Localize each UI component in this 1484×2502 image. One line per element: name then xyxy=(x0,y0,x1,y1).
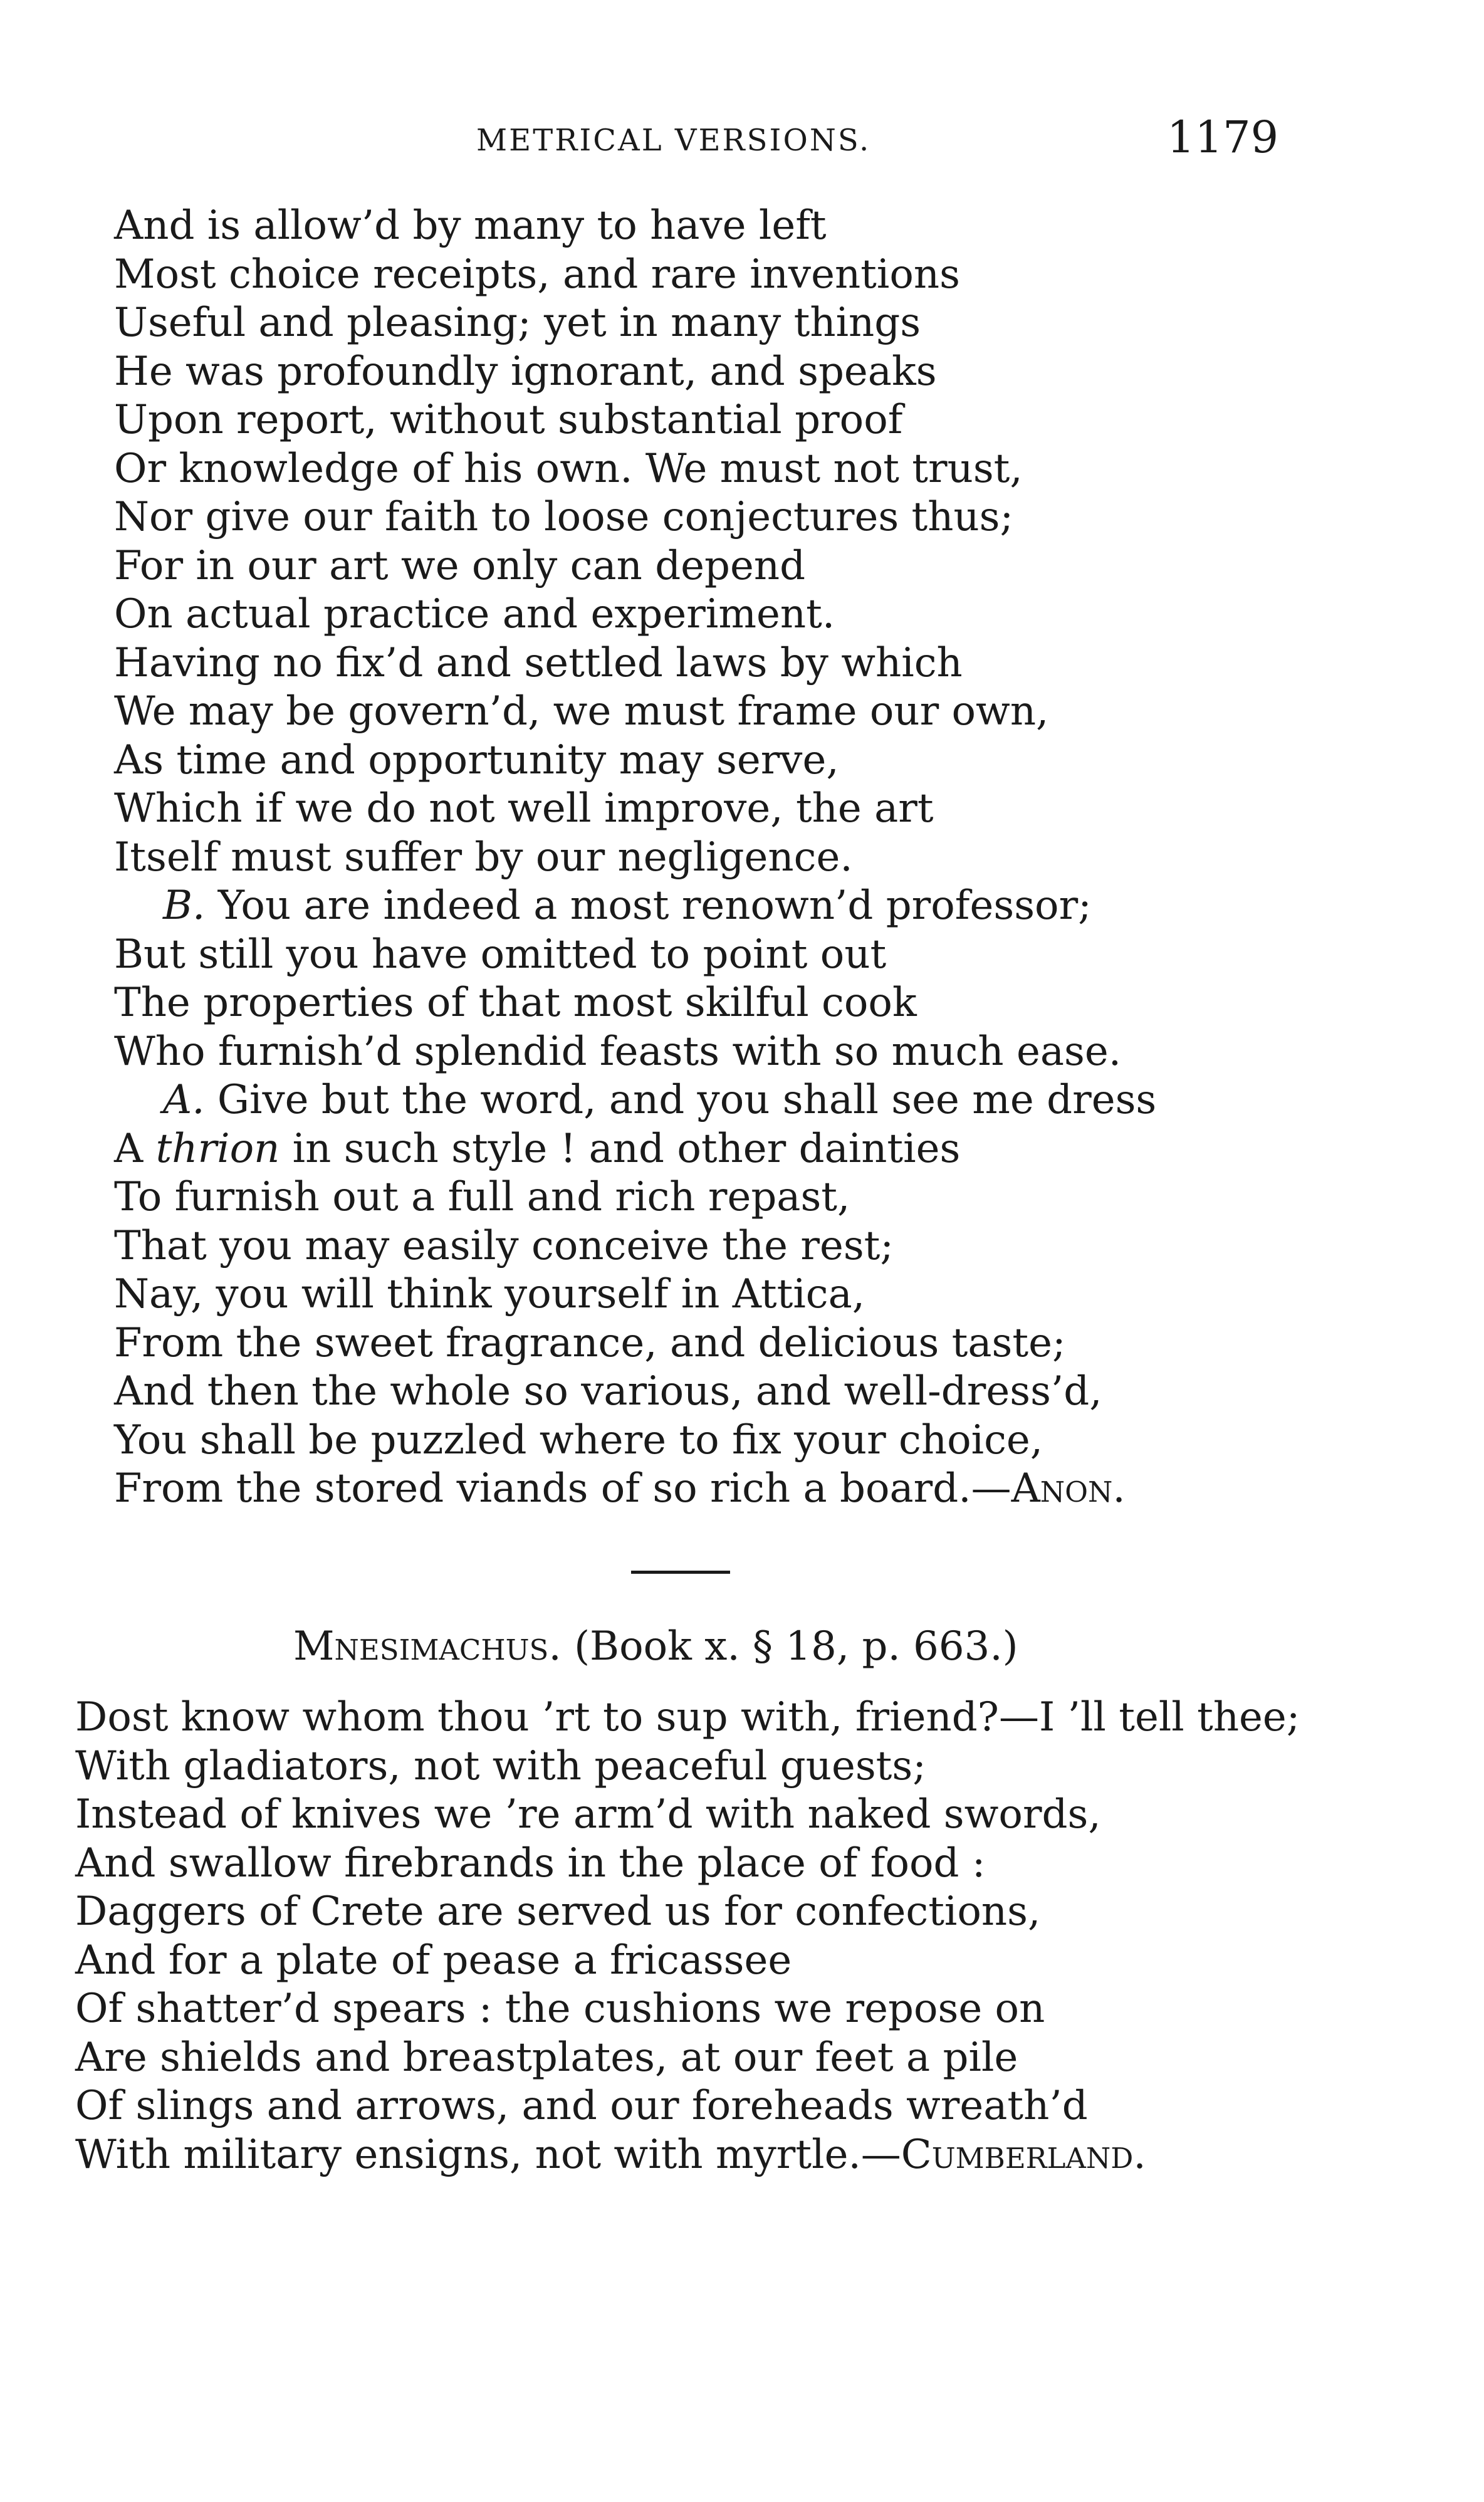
verse-line: For in our art we only can depend xyxy=(114,542,806,589)
verse-line: Of shatter’d spears : the cushions we repose on xyxy=(75,1986,1045,2032)
speaker-a-text: Give but the word, and you shall see me dress xyxy=(204,1077,1157,1123)
verse-line: Are shields and breastplates, at our feet a pile xyxy=(75,2034,1018,2081)
poem-mnesimachus xyxy=(75,1693,1300,2179)
verse-line: And is allow’d by many to have left xyxy=(114,202,827,249)
verse-line: Nay, you will think yourself in Attica, xyxy=(114,1271,865,1317)
speaker-label-b: B. xyxy=(163,882,206,929)
verse-line: The properties of that most skilful cook xyxy=(114,980,917,1026)
verse-line: On actual practice and experiment. xyxy=(114,591,835,637)
thrion-suffix: in such style ! and other dainties xyxy=(280,1125,961,1172)
verse-line: That you may easily conceive the rest; xyxy=(114,1222,894,1269)
verse-line: Of slings and arrows, and our foreheads wreath’d xyxy=(75,2083,1088,2129)
page-number: 1179 xyxy=(1167,112,1279,163)
verse-line: But still you have omitted to point out xyxy=(114,931,887,978)
verse-line: He was profoundly ignorant, and speaks xyxy=(114,348,937,395)
verse-line-final xyxy=(75,2131,1300,2180)
verse-line: Or knowledge of his own. We must not trust, xyxy=(114,445,1023,492)
verse-line: You shall be puzzled where to fix your choice, xyxy=(114,1416,1043,1463)
section-divider xyxy=(631,1571,730,1574)
verse-line: With gladiators, not with peaceful guests; xyxy=(75,1742,926,1789)
section-heading xyxy=(293,1623,1018,1670)
verse-line-speaker-b xyxy=(114,882,1156,931)
verse-line-thrion xyxy=(114,1125,1156,1174)
page-header xyxy=(0,112,1484,168)
verse-line: Itself must suffer by our negligence. xyxy=(114,834,853,881)
final-line-text: From the stored viands of so rich a board.— xyxy=(114,1465,1011,1512)
verse-line: And then the whole so various, and well-dress’d, xyxy=(114,1368,1102,1415)
verse-line: Instead of knives we ’re arm’d with naked swords, xyxy=(75,1791,1101,1838)
verse-line: Which if we do not well improve, the art xyxy=(114,785,934,832)
verse-line: Useful and pleasing; yet in many things xyxy=(114,300,921,346)
running-title: METRICAL VERSIONS. xyxy=(476,123,871,158)
attribution: Anon. xyxy=(1011,1465,1126,1512)
thrion-word: thrion xyxy=(155,1125,280,1172)
verse-line: And swallow firebrands in the place of food : xyxy=(75,1840,986,1887)
final-line-text: With military ensigns, not with myrtle.— xyxy=(75,2131,901,2178)
verse-line: And for a plate of pease a fricassee xyxy=(75,1937,792,1984)
verse-line: Upon report, without substantial proof xyxy=(114,397,903,443)
verse-line: Daggers of Crete are served us for confections, xyxy=(75,1888,1041,1935)
poem-excerpt xyxy=(114,202,1156,1514)
speaker-label-a: A. xyxy=(163,1077,205,1123)
verse-line: Most choice receipts, and rare inventions xyxy=(114,251,960,298)
verse-line: From the sweet fragrance, and delicious taste; xyxy=(114,1319,1066,1366)
speaker-b-text: You are indeed a most renown’d professor; xyxy=(205,882,1092,929)
thrion-prefix: A xyxy=(114,1125,156,1172)
verse-line: Nor give our faith to loose conjectures thus; xyxy=(114,494,1014,540)
verse-line: As time and opportunity may serve, xyxy=(114,736,839,783)
heading-author: Mnesimachus. xyxy=(293,1623,562,1670)
attribution: Cumberland. xyxy=(901,2131,1146,2178)
verse-line: Dost know whom thou ’rt to sup with, friend?—I ’ll tell thee; xyxy=(75,1694,1300,1740)
verse-line: To furnish out a full and rich repast, xyxy=(114,1174,850,1220)
verse-line: Having no fix’d and settled laws by which xyxy=(114,639,963,686)
verse-line: We may be govern’d, we must frame our own, xyxy=(114,688,1049,735)
heading-reference: (Book x. § 18, p. 663.) xyxy=(561,1623,1018,1670)
verse-line: Who furnish’d splendid feasts with so much ease. xyxy=(114,1028,1122,1075)
verse-line-speaker-a xyxy=(114,1076,1156,1125)
verse-line-final xyxy=(114,1465,1156,1514)
